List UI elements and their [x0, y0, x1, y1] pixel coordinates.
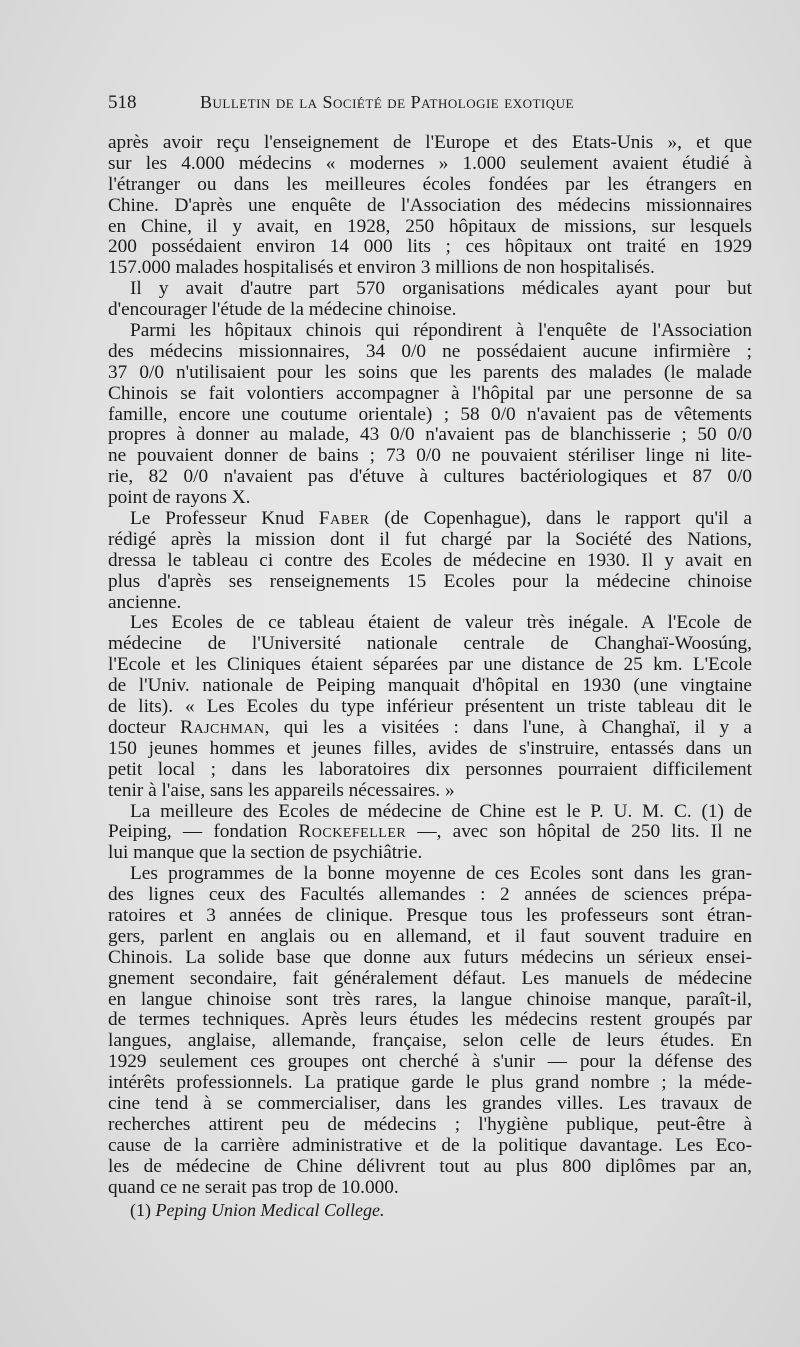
text-line: sur les 4.000 médecins « modernes » 1.000 seulement avaient étudié à [108, 153, 752, 174]
text-line: les de médecine de Chine délivrent tout au plus 800 diplômes par an, [108, 1156, 752, 1177]
footnote-text: Peping Union Medical College. [155, 1200, 385, 1220]
text-line: de termes techniques. Après leurs études les médecins restent groupés par [108, 1010, 752, 1031]
text-line: 200 possédaient environ 14 000 lits ; ces hôpitaux ont traité en 1929 [108, 237, 752, 258]
text-line: plus d'après ses renseignements 15 Ecoles pour la médecine chinoise [108, 571, 752, 592]
text-line: gnement secondaire, fait généralement défaut. Les manuels de médecine [108, 968, 752, 989]
running-head [108, 92, 648, 116]
text-line: de l'Univ. nationale de Peiping manquait d'hôpital en 1930 (une vingtaine [108, 676, 752, 697]
text-line: recherches attirent peu de médecins ; l'hygiène publique, peut-être à [108, 1114, 752, 1135]
text-line: 150 jeunes hommes et jeunes filles, avides de s'instruire, entassés dans un [108, 738, 752, 759]
footnote-marker: (1) [130, 1200, 151, 1220]
text-line: de lits). « Les Ecoles du type inférieur présentent un triste tableau dit le [108, 697, 752, 718]
text-line: rie, 82 0/0 n'avaient pas d'étuve à cultures bactériologiques et 87 0/0 [108, 467, 752, 488]
text-line: tenir à l'aise, sans les appareils nécessaires. » [108, 780, 455, 801]
text-line: 1929 seulement ces groupes ont cherché à s'unir — pour la défense des [108, 1052, 752, 1073]
text-line: point de rayons X. [108, 488, 251, 509]
text-line: Le Professeur Knud Faber (de Copenhague), dans le rapport qu'il a [130, 509, 752, 530]
text-line: Parmi les hôpitaux chinois qui répondirent à l'enquête de l'Association [130, 321, 752, 342]
text-line: médecine de l'Université nationale centrale de Changhaï-Woosúng, [108, 634, 752, 655]
text-line: 37 0/0 n'utilisaient pour les soins que les parents des malades (le malade [108, 362, 752, 383]
text-line: Les Ecoles de ce tableau étaient de valeur très inégale. A l'Ecole de [130, 613, 752, 634]
text-line: Les programmes de la bonne moyenne de ces Ecoles sont dans les gran- [130, 864, 752, 885]
text-line: petit local ; dans les laboratoires dix personnes pourraient difficilement [108, 759, 752, 780]
text-line: intérêts professionnels. La pratique garde le plus grand nombre ; la méde- [108, 1073, 752, 1094]
text-line: Chinois. La solide base que donne aux futurs médecins un sérieux ensei- [108, 947, 752, 968]
text-line: après avoir reçu l'enseignement de l'Europe et des Etats-Unis », et que [108, 133, 752, 153]
text-line: ancienne. [108, 592, 182, 613]
text-line: rédigé après la mission dont il fut chargé par la Société des Nations, [108, 529, 752, 550]
text-line: langues, anglaise, allemande, française, selon celle de leurs études. En [108, 1031, 752, 1052]
text-line: en langue chinoise sont très rares, la langue chinoise manque, paraît-il, [108, 989, 752, 1010]
text-line: cause de la carrière administrative et de la politique davantage. Les Eco- [108, 1135, 752, 1156]
text-line: des lignes ceux des Facultés allemandes : 2 années de sciences prépa- [108, 885, 752, 906]
text-line: docteur Rajchman, qui les a visitées : dans l'une, à Changhaï, il y a [108, 717, 752, 738]
text-line: Chine. D'après une enquête de l'Association des médecins missionnaires [108, 195, 752, 216]
text-line: Peiping, — fondation Rockefeller —, avec son hôpital de 250 lits. Il ne [108, 822, 752, 843]
text-line: quand ce ne serait pas trop de 10.000. [108, 1177, 399, 1198]
text-line: gers, parlent en anglais ou en allemand, et il faut souvent traduire en [108, 926, 752, 947]
text-line: des médecins missionnaires, 34 0/0 ne possédaient aucune infirmière ; [108, 341, 752, 362]
body-text [108, 133, 752, 1198]
text-line: propres à donner au malade, 43 0/0 n'avaient pas de blanchisserie ; 50 0/0 [108, 425, 752, 446]
text-line: l'étranger ou dans les meilleures écoles fondées par les étrangers en [108, 174, 752, 195]
text-line: La meilleure des Ecoles de médecine de Chine est le P. U. M. C. (1) de [130, 801, 752, 822]
text-line: famille, encore une coutume orientale) ; 58 0/0 n'avaient pas de vêtements [108, 404, 752, 425]
text-line: l'Ecole et les Cliniques étaient séparées par une distance de 25 km. L'Ecole [108, 655, 752, 676]
text-line: lui manque que la section de psychiâtrie. [108, 843, 423, 864]
text-line: Chinois se fait volontiers accompagner à l'hôpital par une personne de sa [108, 383, 752, 404]
text-line: 157.000 malades hospitalisés et environ 3 millions de non hospitalisés. [108, 258, 655, 279]
text-line: cine tend à se commercialiser, dans les grandes villes. Les travaux de [108, 1093, 752, 1114]
text-line: d'encourager l'étude de la médecine chinoise. [108, 300, 457, 321]
journal-title: Bulletin de la Société de Pathologie exotique [200, 92, 574, 112]
text-line: ratoires et 3 années de clinique. Presque tous les professeurs sont étran- [108, 905, 752, 926]
text-line: ne pouvaient donner de bains ; 73 0/0 ne pouvaient stériliser linge ni lite- [108, 446, 752, 467]
text-line: en Chine, il y avait, en 1928, 250 hôpitaux de missions, sur lesquels [108, 216, 752, 237]
page-number: 518 [108, 92, 137, 113]
footnote [130, 1200, 384, 1221]
text-line: Il y avait d'autre part 570 organisations médicales ayant pour but [130, 279, 752, 300]
text-line: dressa le tableau ci contre des Ecoles de médecine en 1930. Il y avait en [108, 550, 752, 571]
